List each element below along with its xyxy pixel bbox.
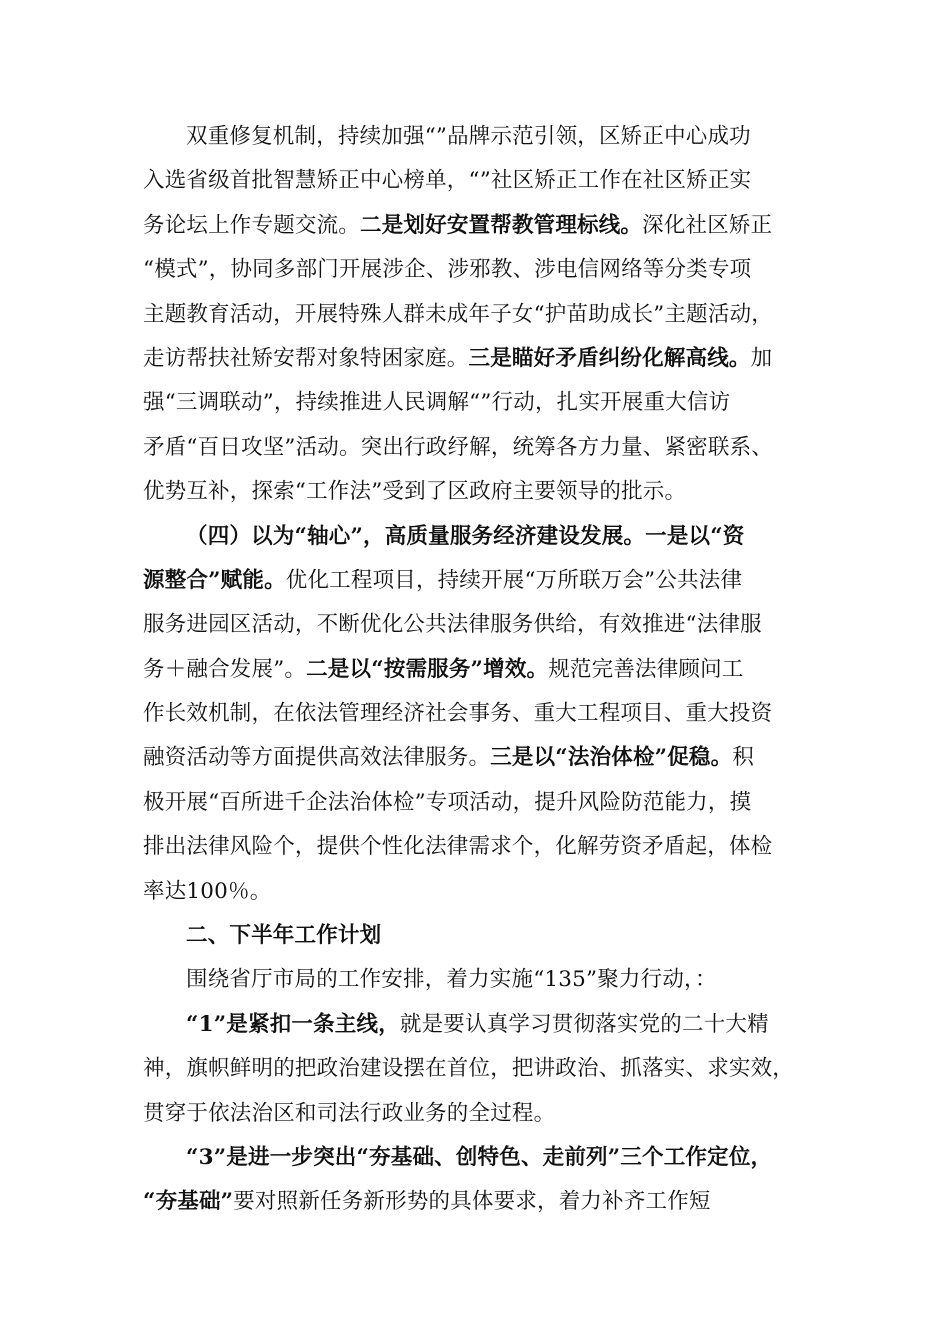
text-segment: 入选省级首批智慧矫正中心榜单，“”社区矫正工作在社区矫正实 <box>143 168 752 194</box>
text-segment: 围绕省厅市局的工作安排，着力实施“135”聚力行动，： <box>186 967 717 993</box>
text-line <box>143 1136 813 1180</box>
text-segment: 规范完善法律顾问工 <box>548 656 744 682</box>
text-segment: 就是要认真学习贯彻落实党的二十大精 <box>399 1011 769 1037</box>
text-line <box>143 1092 813 1136</box>
text-line <box>143 337 813 381</box>
bold-text-segment: 源整合”赋能。 <box>143 567 286 593</box>
text-line <box>143 248 813 292</box>
text-segment: 极开展“百所进千企法治体检”专项活动，提升风险防范能力，摸 <box>143 789 752 815</box>
text-segment: 矛盾“百日攻坚”活动。突出行政纾解，统筹各方力量、紧密联系、 <box>143 434 773 460</box>
text-line <box>143 648 813 692</box>
text-line <box>143 115 813 159</box>
text-line <box>143 515 813 559</box>
bold-text-segment: 二、下半年工作计划 <box>186 923 382 949</box>
text-segment: 主题教育活动，开展特殊人群未成年子女“护苗助成长”主题活动， <box>143 301 773 327</box>
text-segment: 优势互补，探索“工作法”受到了区政府主要领导的批示。 <box>143 479 687 505</box>
text-line <box>143 470 813 514</box>
text-line <box>143 1180 813 1224</box>
bold-text-segment: （四）以为“轴心”，高质量服务经济建设发展。一是以“资 <box>186 523 745 549</box>
text-segment: 优化工程项目，持续开展“万所联万会”公共法律 <box>285 567 743 593</box>
text-segment: 务论坛上作专题交流。 <box>143 212 361 238</box>
bold-text-segment: 三是瞄好矛盾纠纷化解高线。 <box>468 345 751 371</box>
bold-text-segment: 二是划好安置帮教管理标线。 <box>360 212 643 238</box>
document-body <box>143 115 813 1225</box>
text-line <box>143 781 813 825</box>
text-line <box>143 825 813 869</box>
text-line <box>143 736 813 780</box>
text-line <box>143 914 813 958</box>
text-segment: 深化社区矫正 <box>642 212 773 238</box>
bold-text-segment: “3”是进一步突出“夯基础、创特色、走前列”三个工作定位， <box>186 1144 773 1170</box>
text-segment: 融资活动等方面提供高效法律服务。 <box>143 745 491 771</box>
text-line <box>143 381 813 425</box>
text-segment: 务＋融合发展”。 <box>143 656 307 682</box>
text-segment: 要对照新任务新形势的具体要求，着力补齐工作短 <box>233 1189 711 1215</box>
text-segment: “模式”，协同多部门开展涉企、涉邪教、涉电信网络等分类专项 <box>143 257 752 283</box>
text-line <box>143 1047 813 1091</box>
bold-text-segment: 二是以“按需服务”增效。 <box>306 656 549 682</box>
text-segment: 率达100％。 <box>143 878 272 904</box>
text-line <box>143 692 813 736</box>
bold-text-segment: “夯基础” <box>143 1189 234 1215</box>
text-segment: 走访帮扶社矫安帮对象特困家庭。 <box>143 345 469 371</box>
text-line <box>143 159 813 203</box>
text-segment: 服务进园区活动，不断优化公共法律服务供给，有效推进“法律服 <box>143 612 762 638</box>
text-line <box>143 559 813 603</box>
text-line <box>143 603 813 647</box>
text-line <box>143 204 813 248</box>
text-segment: 作长效机制，在依法管理经济社会事务、重大工程项目、重大投资 <box>143 701 773 727</box>
text-line <box>143 1003 813 1047</box>
bold-text-segment: 三是以“法治体检”促稳。 <box>490 745 733 771</box>
text-line <box>143 870 813 914</box>
bold-text-segment: “1”是紧扣一条主线， <box>186 1011 400 1037</box>
text-line <box>143 958 813 1002</box>
text-line <box>143 426 813 470</box>
text-segment: 双重修复机制，持续加强“”品牌示范引领，区矫正中心成功 <box>186 124 751 149</box>
text-segment: 积 <box>732 745 755 771</box>
text-segment: 加 <box>750 345 773 371</box>
text-segment: 强“三调联动”，持续推进人民调解“”行动，扎实开展重大信访 <box>143 390 731 416</box>
text-line <box>143 293 813 337</box>
text-segment: 排出法律风险个，提供个性化法律需求个，化解劳资矛盾起，体检 <box>143 834 773 860</box>
text-segment: 贯穿于依法治区和司法行政业务的全过程。 <box>143 1100 556 1126</box>
text-segment: 神，旗帜鲜明的把政治建设摆在首位，把讲政治、抓落实、求实效， <box>143 1056 795 1082</box>
